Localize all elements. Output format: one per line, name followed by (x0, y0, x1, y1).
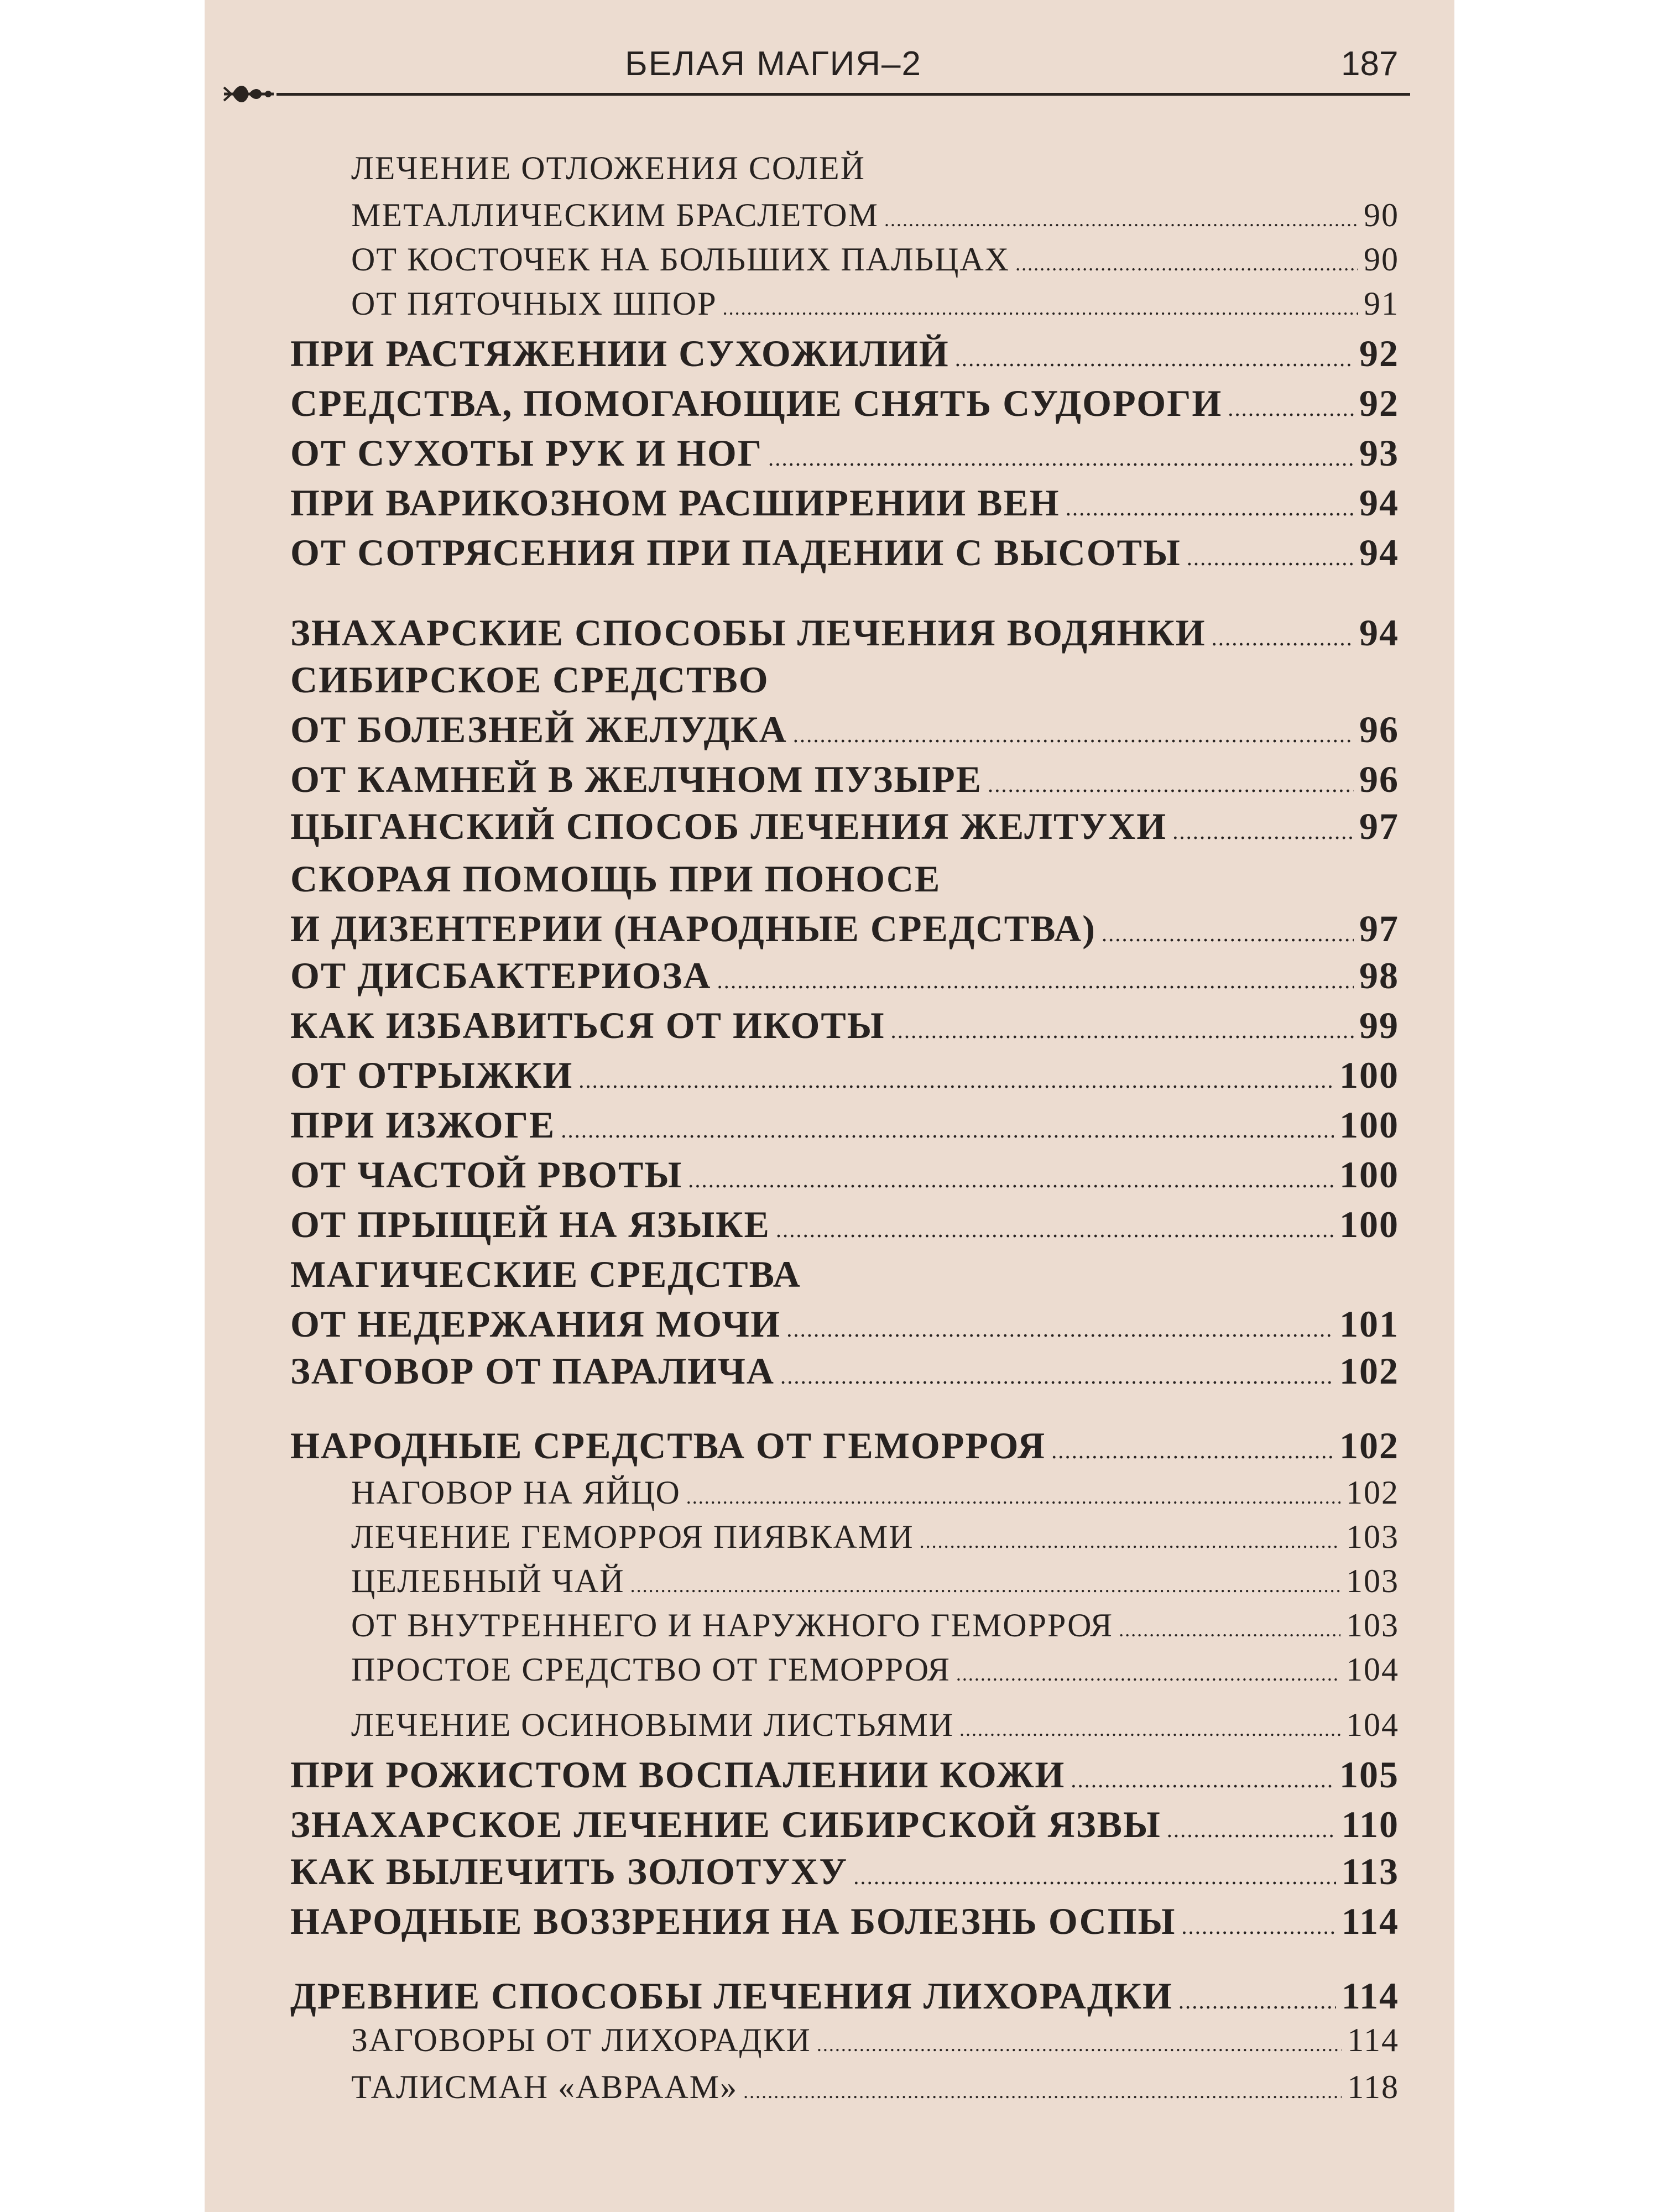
toc-entry-page: 114 (1341, 1900, 1399, 1942)
toc-entry (290, 1753, 1399, 1797)
toc-entry-page: 114 (1347, 2022, 1399, 2058)
toc-entry (290, 481, 1399, 525)
toc-entry-title: ОТ ЧАСТОЙ РВОТЫ (290, 1154, 683, 1196)
dot-leader (688, 1167, 1334, 1193)
dot-leader (793, 722, 1354, 748)
toc-entry (290, 382, 1399, 425)
toc-entry (290, 1153, 1399, 1197)
toc-entry (351, 2068, 1399, 2106)
toc-entry-title: ЛЕЧЕНИЕ ГЕМОРРОЯ ПИЯВКАМИ (351, 1519, 914, 1555)
toc-entry-title: ТАЛИСМАН «АВРААМ» (351, 2069, 738, 2105)
toc-entry (290, 758, 1399, 801)
toc-entry (351, 2021, 1399, 2059)
toc-entry-page: 118 (1347, 2069, 1399, 2105)
toc-entry-page: 97 (1359, 907, 1399, 950)
toc-entry-page: 113 (1341, 1850, 1399, 1892)
toc-entry-page: 96 (1359, 708, 1399, 750)
toc-entry-page: 99 (1359, 1004, 1399, 1046)
toc-entry-title: ДРЕВНИЕ СПОСОБЫ ЛЕЧЕНИЯ ЛИХОРАДКИ (290, 1975, 1173, 2017)
toc-entry-title: ЛЕЧЕНИЕ ОСИНОВЫМИ ЛИСТЬЯМИ (351, 1707, 954, 1743)
header-rule (276, 93, 1410, 96)
toc-entry-title: КАК ИЗБАВИТЬСЯ ОТ ИКОТЫ (290, 1004, 885, 1046)
toc-entry-title: ОТ ПРЫЩЕЙ НА ЯЗЫКЕ (290, 1203, 770, 1245)
toc-entry (290, 1424, 1399, 1468)
toc-entry-title: И ДИЗЕНТЕРИИ (НАРОДНЫЕ СРЕДСТВА) (290, 907, 1096, 950)
dot-leader (578, 1067, 1334, 1093)
toc-entry-title: СРЕДСТВА, ПОМОГАЮЩИЕ СНЯТЬ СУДОРОГИ (290, 382, 1223, 424)
page-number: 187 (1341, 45, 1399, 83)
dot-leader (817, 2033, 1342, 2056)
toc-entry-title: СИБИРСКОЕ СРЕДСТВО (290, 659, 769, 701)
dot-leader (743, 2080, 1342, 2103)
toc-entry-title: НАГОВОР НА ЯЙЦО (351, 1474, 681, 1511)
toc-entry (290, 857, 1399, 901)
toc-entry-title: НАРОДНЫЕ СРЕДСТВА ОТ ГЕМОРРОЯ (290, 1425, 1046, 1467)
toc-entry-page: 104 (1346, 1707, 1399, 1743)
toc-entry-title: ОТ КАМНЕЙ В ЖЕЛЧНОМ ПУЗЫРЕ (290, 758, 983, 800)
dot-leader (561, 1117, 1334, 1143)
toc-entry (290, 431, 1399, 475)
dot-leader (1212, 625, 1354, 651)
toc-entry-title: КАК ВЫЛЕЧИТЬ ЗОЛОТУХУ (290, 1850, 848, 1892)
book-page (205, 0, 1454, 2212)
toc-entry (290, 805, 1399, 848)
toc-entry-title: МЕТАЛЛИЧЕСКИМ БРАСЛЕТОМ (351, 197, 879, 233)
dot-leader (1172, 818, 1354, 844)
toc-entry (290, 658, 1399, 702)
toc-entry (351, 1518, 1399, 1556)
toc-entry (290, 1974, 1399, 2018)
dot-leader (853, 1864, 1336, 1890)
dot-leader (1228, 395, 1354, 421)
toc-entry (290, 1103, 1399, 1147)
toc-entry-page: 100 (1339, 1203, 1399, 1245)
toc-entry-title: ОТ ВНУТРЕННЕГО И НАРУЖНОГО ГЕМОРРОЯ (351, 1607, 1114, 1644)
toc-entry (290, 1253, 1399, 1296)
toc-entry-title: ПРОСТОЕ СРЕДСТВО ОТ ГЕМОРРОЯ (351, 1651, 951, 1688)
toc-entry (290, 907, 1399, 951)
toc-entry-title: ОТ СОТРЯСЕНИЯ ПРИ ПАДЕНИИ С ВЫСОТЫ (290, 531, 1181, 573)
toc-entry-page: 96 (1359, 758, 1399, 800)
toc-entry-page: 103 (1346, 1607, 1399, 1644)
toc-entry-title: ПРИ ИЗЖОГЕ (290, 1104, 556, 1146)
page-header (205, 0, 1454, 116)
toc-entry-title: ОТ ОТРЫЖКИ (290, 1054, 573, 1096)
toc-entry (290, 531, 1399, 575)
toc-entry-page: 100 (1339, 1154, 1399, 1196)
toc-entry (290, 1850, 1399, 1893)
dot-leader (988, 771, 1354, 797)
toc-entry-title: ЗНАХАРСКОЕ ЛЕЧЕНИЕ СИБИРСКОЙ ЯЗВЫ (290, 1803, 1161, 1845)
toc-entry-title: ОТ ПЯТОЧНЫХ ШПОР (351, 285, 717, 322)
toc-entry-page: 90 (1364, 241, 1399, 278)
toc-entry (290, 1004, 1399, 1047)
dot-leader (891, 1018, 1354, 1044)
dot-leader (686, 1485, 1340, 1509)
toc-entry-page: 91 (1364, 285, 1399, 322)
toc-entry-title: ЗАГОВОРЫ ОТ ЛИХОРАДКИ (351, 2022, 811, 2058)
toc-entry-page: 103 (1346, 1563, 1399, 1599)
toc-entry (351, 1562, 1399, 1600)
running-head-title: БЕЛАЯ МАГИЯ–2 (625, 45, 922, 83)
dot-leader (955, 346, 1354, 372)
toc-entry-page: 102 (1346, 1474, 1399, 1511)
toc-entry-title: ПРИ ВАРИКОЗНОМ РАСШИРЕНИИ ВЕН (290, 482, 1060, 524)
dot-leader (630, 1574, 1340, 1597)
toc-entry-page: 100 (1339, 1104, 1399, 1146)
toc-entry-page: 90 (1364, 197, 1399, 233)
toc-entry-title: МАГИЧЕСКИЕ СРЕДСТВА (290, 1253, 801, 1295)
toc-entry (290, 1302, 1399, 1346)
dot-leader (776, 1217, 1334, 1243)
toc-entry-page: 110 (1341, 1803, 1399, 1845)
dot-leader (1178, 1988, 1336, 2014)
toc-entry-title: ЗНАХАРСКИЕ СПОСОБЫ ЛЕЧЕНИЯ ВОДЯНКИ (290, 612, 1206, 654)
dot-leader (1066, 495, 1354, 521)
toc-entry-page: 105 (1339, 1754, 1399, 1796)
toc-entry (351, 1706, 1399, 1744)
toc-entry-title: ЦЕЛЕБНЫЙ ЧАЙ (351, 1563, 625, 1599)
toc-entry-page: 98 (1359, 954, 1399, 997)
toc-entry-page: 103 (1346, 1519, 1399, 1555)
dot-leader (780, 1363, 1334, 1389)
toc-entry-page: 101 (1339, 1303, 1399, 1345)
toc-entry (290, 611, 1399, 655)
toc-entry-title: ОТ КОСТОЧЕК НА БОЛЬШИХ ПАЛЬЦАХ (351, 241, 1010, 278)
toc-entry (290, 1053, 1399, 1097)
toc-entry-title: ОТ ДИСБАКТЕРИОЗА (290, 954, 712, 997)
toc-entry (351, 285, 1399, 323)
toc-entry (290, 954, 1399, 998)
dot-leader (1119, 1618, 1340, 1641)
toc-entry-title: НАРОДНЫЕ ВОЗЗРЕНИЯ НА БОЛЕЗНЬ ОСПЫ (290, 1900, 1176, 1942)
toc-entry (290, 1900, 1399, 1943)
toc-entry (351, 149, 1399, 187)
dot-leader (884, 208, 1358, 231)
toc-entry-page: 97 (1359, 805, 1399, 847)
toc-entry-title: ЦЫГАНСКИЙ СПОСОБ ЛЕЧЕНИЯ ЖЕЛТУХИ (290, 805, 1167, 847)
toc-entry-page: 92 (1359, 382, 1399, 424)
toc-entry (351, 1474, 1399, 1512)
dot-leader (768, 445, 1354, 471)
toc-entry-title: СКОРАЯ ПОМОЩЬ ПРИ ПОНОСЕ (290, 858, 941, 900)
dot-leader (1187, 545, 1354, 571)
toc-entry-title: ОТ НЕДЕРЖАНИЯ МОЧИ (290, 1303, 781, 1345)
dot-leader (717, 968, 1354, 994)
toc-entry-page: 102 (1339, 1425, 1399, 1467)
dot-leader (1071, 1767, 1334, 1793)
toc-entry-title: ОТ БОЛЕЗНЕЙ ЖЕЛУДКА (290, 708, 787, 750)
dot-leader (1181, 1913, 1335, 1939)
toc-entry (351, 1606, 1399, 1645)
toc-entry-title: ОТ СУХОТЫ РУК И НОГ (290, 432, 763, 474)
toc-entry (290, 1349, 1399, 1393)
toc-entry-title: ПРИ РОЖИСТОМ ВОСПАЛЕНИИ КОЖИ (290, 1754, 1066, 1796)
toc-entry (351, 1651, 1399, 1689)
toc-entry-page: 94 (1359, 612, 1399, 654)
toc-entry-page: 93 (1359, 432, 1399, 474)
toc-entry-page: 100 (1339, 1054, 1399, 1096)
toc-entry (290, 1203, 1399, 1246)
toc-entry-page: 94 (1359, 482, 1399, 524)
toc-entry (351, 241, 1399, 279)
dot-leader (956, 1662, 1340, 1686)
toc-entry-page: 92 (1359, 332, 1399, 374)
dot-leader (1102, 921, 1354, 947)
dot-leader (1167, 1817, 1336, 1843)
toc-entry-title: ПРИ РАСТЯЖЕНИИ СУХОЖИЛИЙ (290, 332, 950, 374)
toc-entry-title: ЗАГОВОР ОТ ПАРАЛИЧА (290, 1350, 775, 1392)
toc-entry-page: 114 (1341, 1975, 1399, 2017)
dot-leader (723, 296, 1358, 320)
toc-entry-title: ЛЕЧЕНИЕ ОТЛОЖЕНИЯ СОЛЕЙ (351, 150, 865, 186)
toc-entry (290, 332, 1399, 375)
fleuron-ornament-icon (221, 77, 276, 111)
dot-leader (1015, 252, 1358, 275)
toc-entry-page: 102 (1339, 1350, 1399, 1392)
toc-entry-page: 94 (1359, 531, 1399, 573)
toc-entry-page: 104 (1346, 1651, 1399, 1688)
toc-entry (351, 196, 1399, 234)
dot-leader (920, 1530, 1340, 1553)
dot-leader (786, 1316, 1334, 1342)
dot-leader (959, 1718, 1340, 1741)
toc-entry (290, 1803, 1399, 1846)
dot-leader (1051, 1438, 1334, 1464)
toc-entry (290, 708, 1399, 752)
